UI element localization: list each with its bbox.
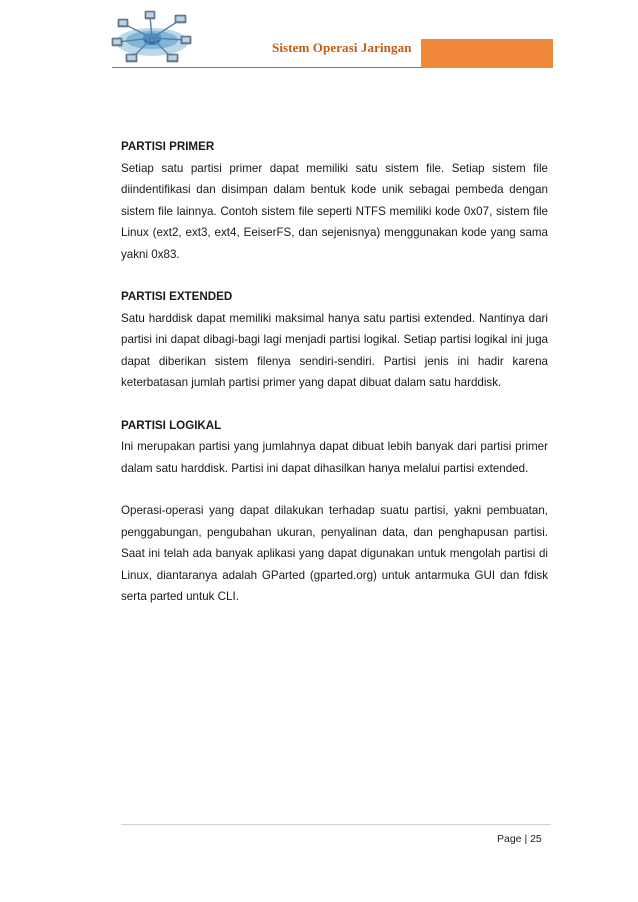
section-partisi-extended — [121, 286, 548, 394]
header-divider — [112, 67, 422, 68]
page-number: Page | 25 — [497, 833, 542, 845]
closing-paragraph: Operasi-operasi yang dapat dilakukan terhadap suatu partisi, yakni pembuatan, penggabungan, pengubahan ukuran, penyalinan data, dan penghapusan partisi. Saat ini telah ada banyak aplikasi yang dapat digunakan untuk mengolah partisi di Linux, diantaranya adalah GParted (gparted.org) untuk antarmuka GUI dan fdisk serta parted untuk CLI. — [121, 504, 548, 603]
section-partisi-primer — [121, 136, 548, 265]
network-diagram-icon — [110, 10, 194, 66]
section-paragraph: Setiap satu partisi primer dapat memiliki satu sistem file. Setiap sistem file diindentifikasi dan disimpan dalam bentuk kode unik sebagai pembeda dengan sistem file lainnya. Contoh sistem file seperti NTFS memiliki kode 0x07, sistem file Linux (ext2, ext3, ext4, EeiserFS, dan sejenisnya) menggunakan kode yang sama yakni 0x83. — [121, 161, 548, 261]
header-title: Sistem Operasi Jaringan — [272, 40, 412, 55]
section-partisi-logikal — [121, 415, 548, 480]
page-content — [121, 136, 548, 629]
section-heading: PARTISI EXTENDED — [121, 290, 233, 303]
section-heading: PARTISI LOGIKAL — [121, 418, 222, 432]
header-accent-bar — [421, 39, 553, 68]
closing-section — [121, 500, 548, 608]
footer-divider — [121, 824, 551, 825]
section-paragraph: Ini merupakan partisi yang jumlahnya dapat dibuat lebih banyak dari partisi primer dalam satu harddisk. Partisi ini dapat dihasilkan hanya melalui partisi extended. — [121, 440, 548, 475]
section-paragraph: Satu harddisk dapat memiliki maksimal hanya satu partisi extended. Nantinya dari partisi ini dapat dibagi-bagi lagi menjadi partisi logikal. Setiap partisi logikal ini juga dapat diberikan sistem filenya sendiri-sendiri. Partisi jenis ini hadir karena keterbatasan jumlah partisi primer yang dapat dibuat dalam satu harddisk. — [121, 311, 548, 389]
section-heading: PARTISI PRIMER — [121, 140, 215, 153]
